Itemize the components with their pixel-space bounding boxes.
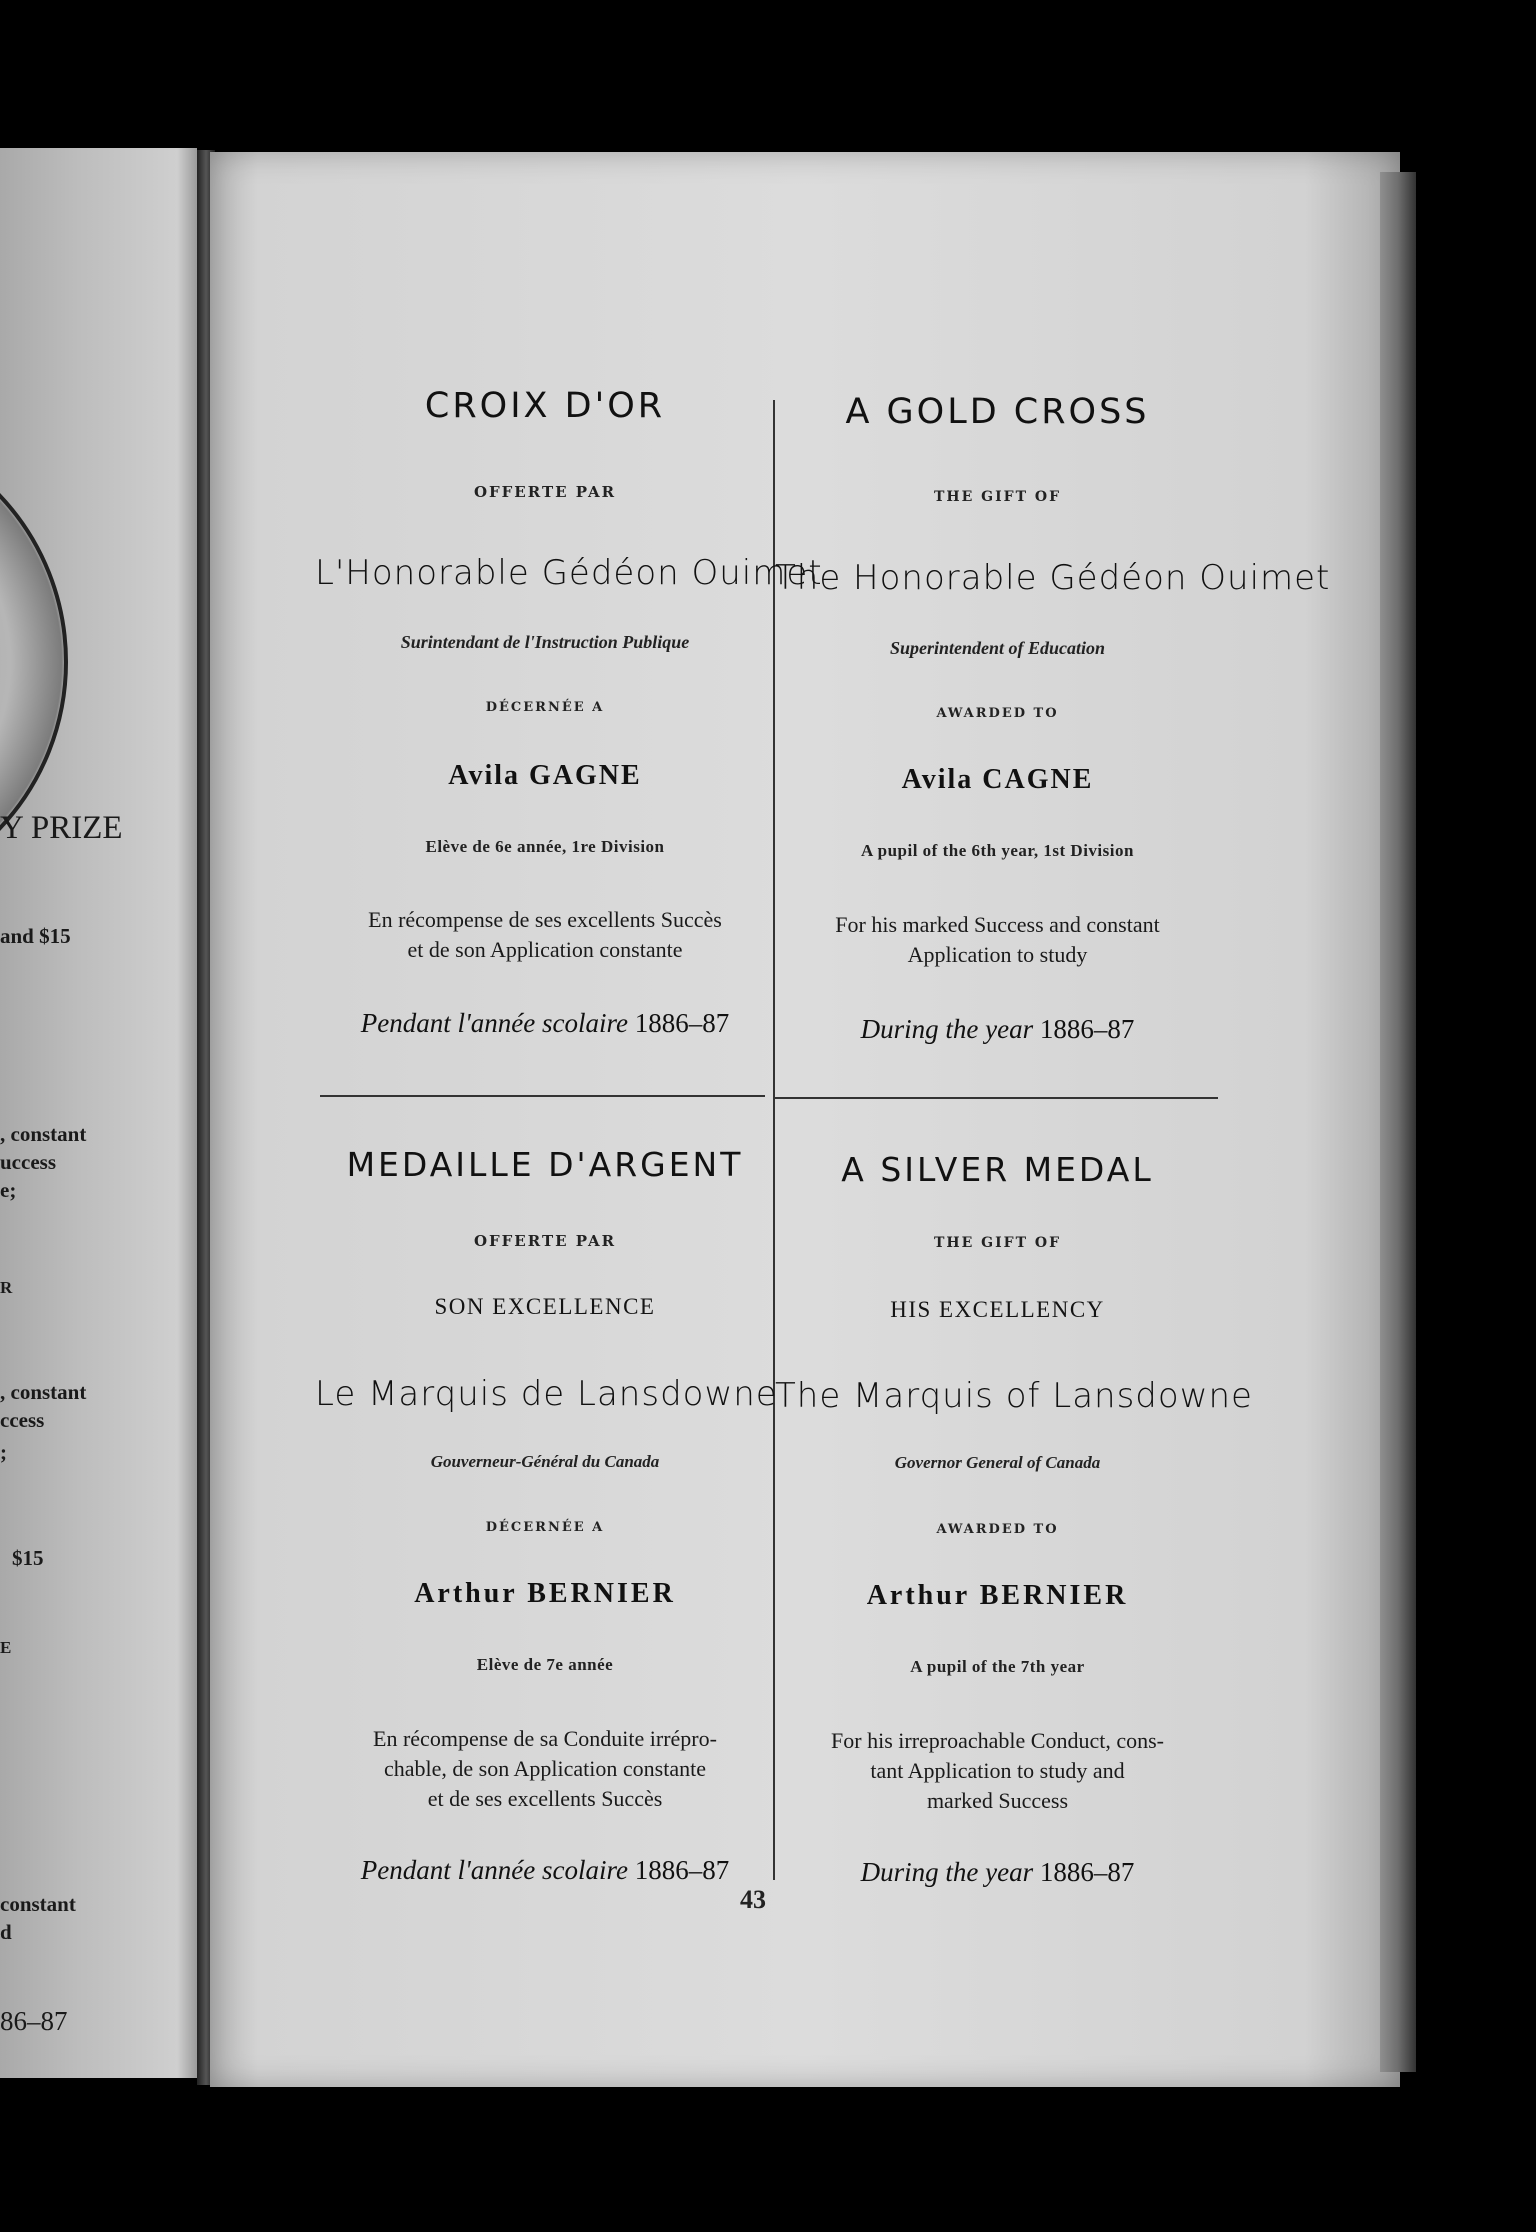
left-fragment: uccess [0, 1150, 56, 1174]
gold-en-role: Superintendent of Education [889, 638, 1106, 658]
silver-fr-reason [315, 1724, 775, 1814]
gold-fr-title: CROIX D'OR [424, 386, 666, 426]
silver-en-offered: THE GIFT OF [933, 1235, 1062, 1251]
silver-en-grade: A pupil of the 7th year [910, 1657, 1085, 1676]
silver-en-recipient: Arthur BERNIER [866, 1580, 1129, 1611]
silver-fr-excellency: SON EXCELLENCE [434, 1294, 656, 1319]
gold-en-grade: A pupil of the 6th year, 1st Division [861, 841, 1134, 860]
gold-en-reason [775, 910, 1220, 970]
silver-en-donor: The Marquis of Lansdowne [775, 1376, 1253, 1416]
silver-fr-recipient: Arthur BERNIER [414, 1578, 676, 1609]
left-fragment: $15 [12, 1546, 44, 1570]
left-fragment: E [0, 1638, 12, 1657]
gold-fr-reason-line: et de son Application constante [407, 937, 683, 962]
gold-en-reason-line: For his marked Success and constant [835, 912, 1160, 937]
silver-fr-awarded: DÉCERNÉE A [485, 1520, 605, 1535]
silver-fr-role: Gouverneur-Général du Canada [430, 1452, 660, 1471]
gold-fr-grade: Elève de 6e année, 1re Division [425, 837, 665, 856]
gold-en-period-year: 1886–87 [1039, 1014, 1135, 1044]
silver-en-period-label: During the year [860, 1857, 1034, 1887]
silver-en-reason-line: For his irreproachable Conduct, cons- [831, 1728, 1164, 1753]
gold-fr-reason-line: En récompense de ses excellents Succès [368, 907, 722, 932]
silver-fr-reason-line: et de ses excellents Succès [427, 1786, 663, 1811]
gold-en-period-label: During the year [860, 1014, 1034, 1044]
silver-en-period [775, 1857, 1220, 1888]
left-fragment: and $15 [0, 924, 71, 948]
gold-fr-offered: OFFERTE PAR [473, 483, 617, 501]
gold-fr-period-label: Pendant l'année scolaire [360, 1008, 628, 1038]
silver-en-reason [775, 1726, 1220, 1816]
page-edge [1380, 172, 1416, 2072]
gold-en-awarded: AWARDED TO [936, 706, 1059, 721]
previous-page [0, 148, 197, 2078]
silver-en-awarded: AWARDED TO [936, 1522, 1059, 1537]
silver-en-period-year: 1886–87 [1039, 1857, 1135, 1887]
silver-fr-period-label: Pendant l'année scolaire [360, 1855, 628, 1885]
left-fragment: ; [0, 1440, 7, 1464]
left-fragment: , constant [0, 1122, 87, 1146]
gold-fr-donor: L'Honorable Gédéon Ouimet [315, 553, 823, 593]
silver-fr-reason-line: En récompense de sa Conduite irrépro- [373, 1726, 717, 1751]
gold-fr-awarded: DÉCERNÉE A [485, 700, 605, 715]
silver-fr-offered: OFFERTE PAR [473, 1232, 617, 1250]
left-fragment: constant [0, 1892, 76, 1916]
silver-en-reason-line: marked Success [926, 1788, 1069, 1813]
left-fragment: R [0, 1278, 13, 1297]
silver-fr-grade: Elève de 7e année [476, 1655, 614, 1674]
gold-fr-role: Surintendant de l'Instruction Publique [400, 632, 690, 652]
silver-en-title: A SILVER MEDAL [841, 1150, 1154, 1189]
left-fragment: Y PRIZE [0, 810, 123, 846]
silver-fr-title: MEDAILLE D'ARGENT [346, 1145, 744, 1184]
silver-en-excellency: HIS EXCELLENCY [890, 1297, 1105, 1322]
silver-fr-reason-line: chable, de son Application constante [384, 1756, 706, 1781]
gold-en-period [775, 1014, 1220, 1045]
left-fragment: 86–87 [0, 2006, 68, 2036]
section-rule-left [320, 1095, 765, 1097]
silver-en-role: Governor General of Canada [894, 1453, 1101, 1472]
gold-en-offered: THE GIFT OF [933, 489, 1062, 505]
gold-en-donor: The Honorable Gédéon Ouimet [775, 558, 1331, 598]
gold-fr-recipient: Avila GAGNE [448, 760, 642, 791]
gold-en-title: A GOLD CROSS [845, 392, 1150, 432]
silver-fr-period-year: 1886–87 [634, 1855, 730, 1885]
gold-fr-reason [315, 905, 775, 965]
left-fragment: d [0, 1920, 12, 1944]
left-fragment: ccess [0, 1408, 45, 1432]
section-rule-right [775, 1097, 1218, 1099]
gold-fr-period [315, 1008, 775, 1039]
silver-fr-donor: Le Marquis de Lansdowne [315, 1374, 778, 1414]
page-number: 43 [740, 1885, 766, 1914]
left-fragment: e; [0, 1178, 17, 1202]
silver-fr-period [315, 1855, 775, 1886]
gold-en-recipient: Avila CAGNE [901, 764, 1094, 795]
gold-en-reason-line: Application to study [907, 942, 1088, 967]
left-fragment: , constant [0, 1380, 87, 1404]
silver-en-reason-line: tant Application to study and [870, 1758, 1125, 1783]
gold-fr-period-year: 1886–87 [634, 1008, 730, 1038]
